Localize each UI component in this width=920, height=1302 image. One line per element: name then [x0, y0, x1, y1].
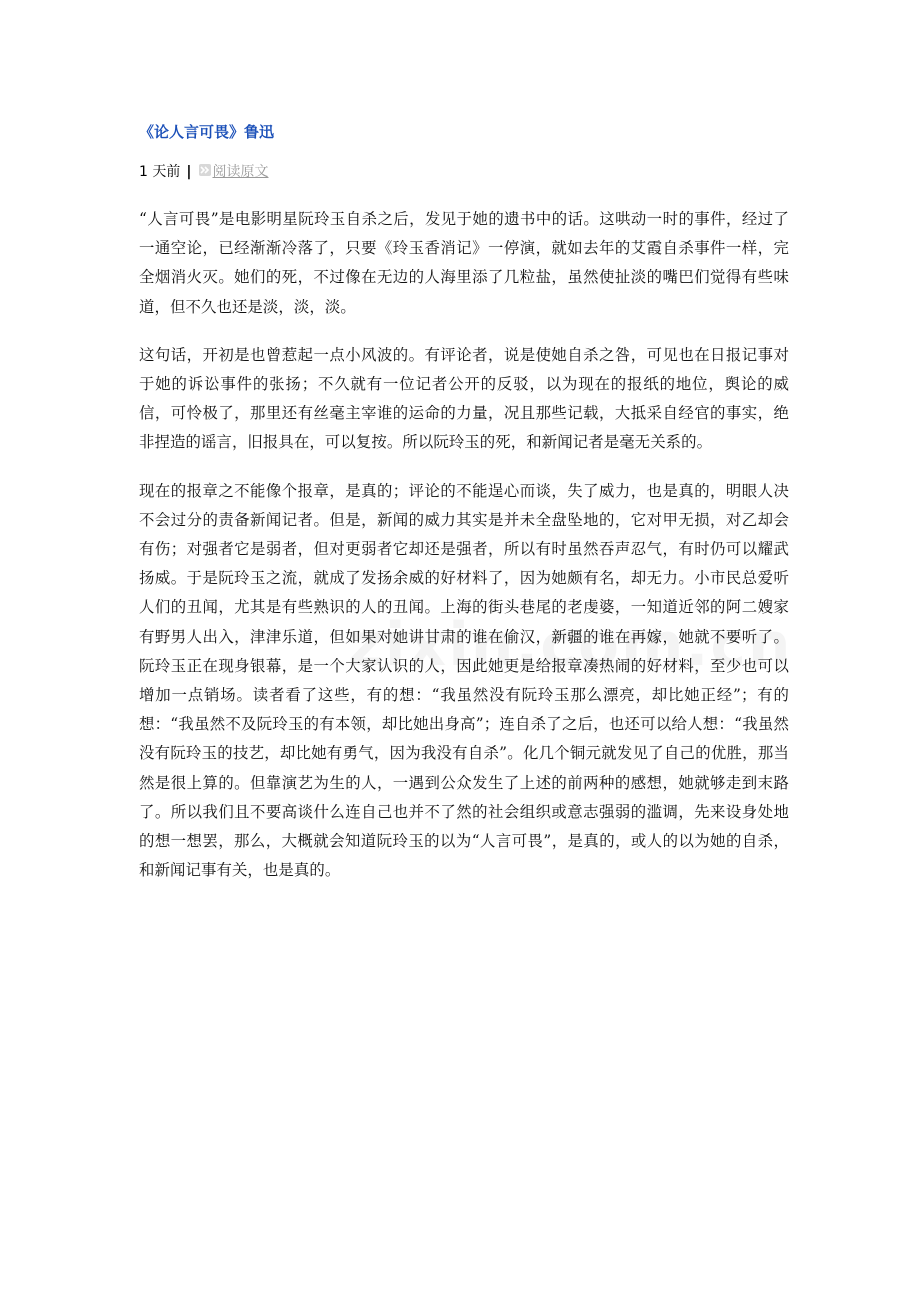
article-meta: [139, 161, 789, 183]
post-time: 1 天前: [139, 164, 181, 180]
meta-separator: |: [186, 164, 192, 180]
paragraph: 现在的报章之不能像个报章，是真的；评论的不能逞心而谈，失了威力，也是真的，明眼人决不会过分的责备新闻记者。但是，新闻的威力其实是并未全盘坠地的，它对甲无损，对乙却会有伤；对强者它是弱者，但对更弱者它却还是强者，所以有时虽然吞声忍气，有时仍可以耀武扬威。于是阮玲玉之流，就成了发扬余威的好材料了，因为她颇有名，却无力。小市民总爱听人们的丑闻，尤其是有些熟识的人的丑闻。上海的街头巷尾的老虔婆，一知道近邻的阿二嫂家有野男人出入，津津乐道，但如果对她讲甘肃的谁在偷汉，新疆的谁在再嫁，她就不要听了。阮玲玉正在现身银幕，是一个大家认识的人，因此她更是给报章凑热闹的好材料，至少也可以增加一点销场。读者看了这些，有的想：“我虽然没有阮玲玉那么漂亮，却比她正经”；有的想：“我虽然不及阮玲玉的有本领，却比她出身高”；连自杀了之后，也还可以给人想：“我虽然没有阮玲玉的技艺，却比她有勇气，因为我没有自杀”。化几个铜元就发见了自己的优胜，那当然是很上算的。但靠演艺为生的人，一遇到公众发生了上述的前两种的感想，她就够走到末路了。所以我们且不要高谈什么连自己也并不了然的社会组织或意志强弱的滥调，先来设身处地的想一想罢，那么，大概就会知道阮玲玉的以为“人言可畏”，是真的，或人的以为她的自杀，和新闻记事有关，也是真的。: [139, 481, 789, 880]
article: [139, 120, 789, 904]
read-original-link[interactable]: 阅读原文: [212, 164, 269, 180]
article-title: 《论人言可畏》鲁迅: [139, 123, 275, 141]
paragraph: 这句话，开初是也曾惹起一点小风波的。有评论者，说是使她自杀之咎，可见也在日报记事对于她的诉讼事件的张扬；不久就有一位记者公开的反驳，以为现在的报纸的地位，舆论的威信，可怜极了，那里还有丝毫主宰谁的运命的力量，况且那些记载，大抵采自经官的事实，绝非捏造的谣言，旧报具在，可以复按。所以阮玲玉的死，和新闻记者是毫无关系的。: [139, 345, 789, 452]
paragraph: “人言可畏”是电影明星阮玲玉自杀之后，发见于她的遗书中的话。这哄动一时的事件，经过了一通空论，已经渐渐冷落了，只要《玲玉香消记》一停演，就如去年的艾霞自杀事件一样，完全烟消火灭。她们的死，不过像在无边的人海里添了几粒盐，虽然使扯淡的嘴巴们觉得有些味道，但不久也还是淡，淡，淡。: [139, 210, 789, 316]
double-arrow-icon: [199, 164, 211, 176]
article-body: [139, 205, 789, 885]
